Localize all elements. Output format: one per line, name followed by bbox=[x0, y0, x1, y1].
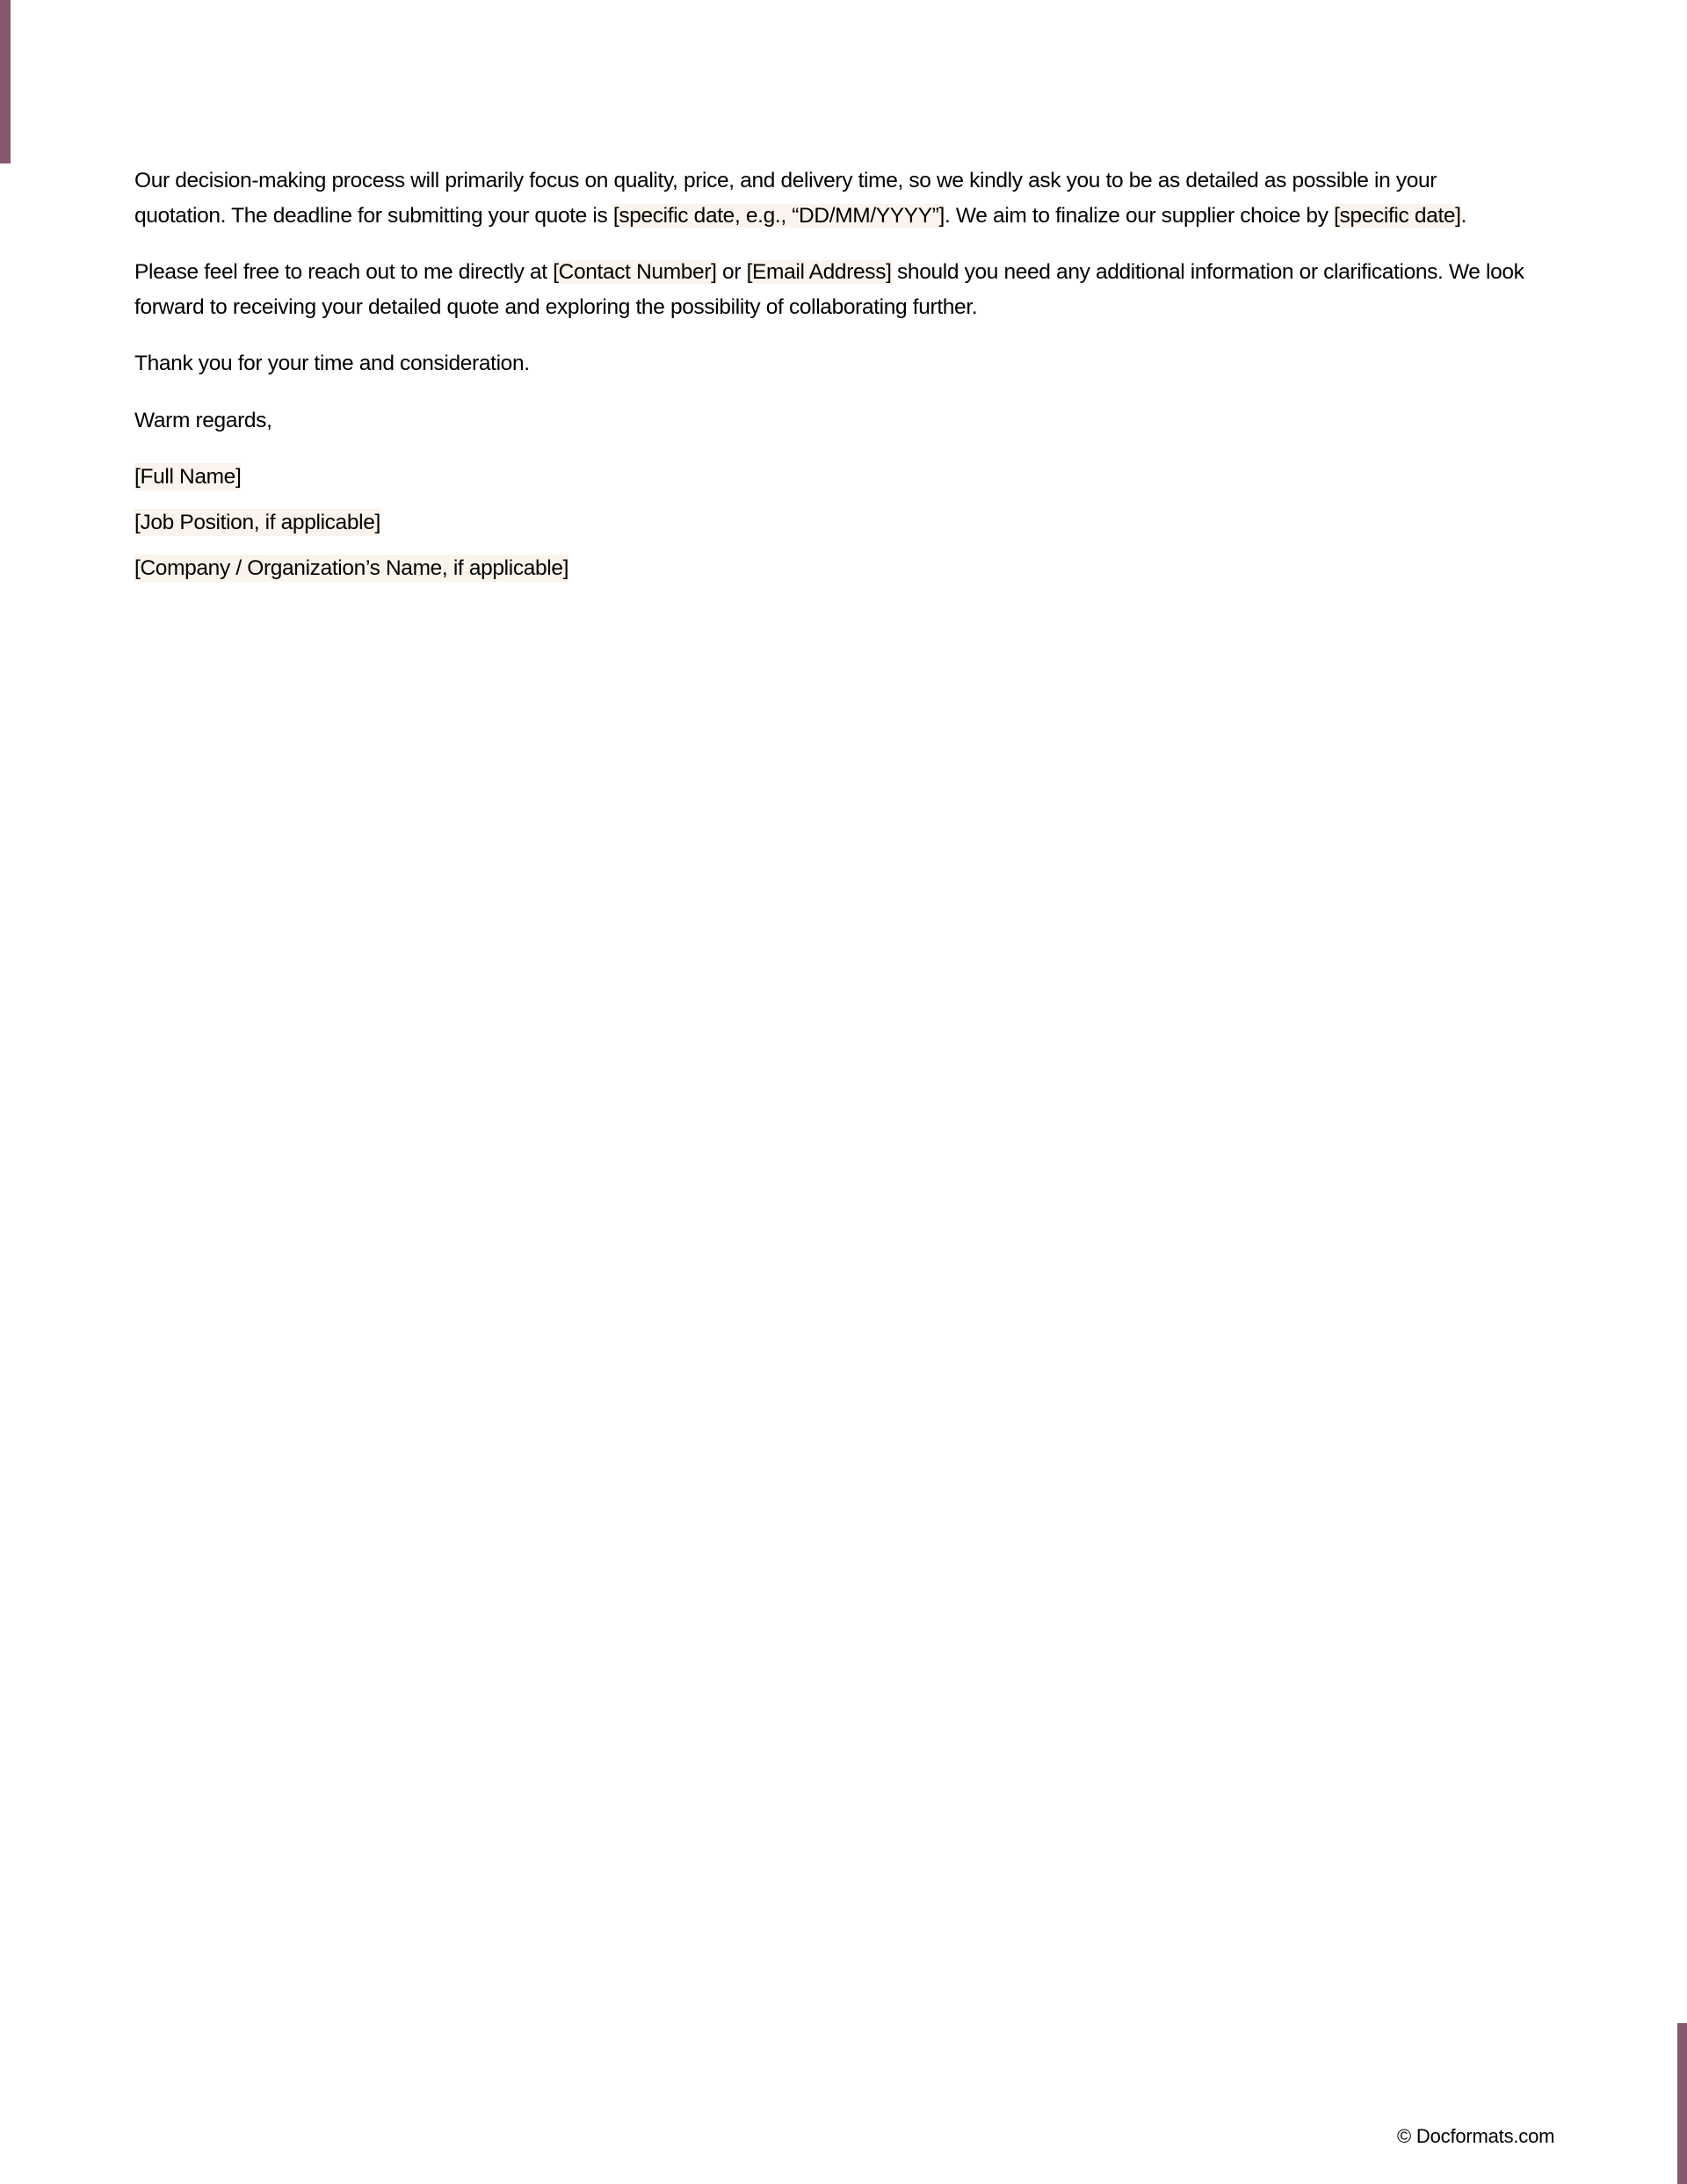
accent-bar-top bbox=[0, 0, 11, 163]
paragraph-decision-criteria bbox=[134, 163, 1531, 233]
letter-body bbox=[134, 163, 1531, 597]
placeholder-full-name: [Full Name] bbox=[134, 465, 242, 489]
signature-block bbox=[134, 460, 1531, 586]
signature-full-name bbox=[134, 460, 1531, 495]
paragraph-text: Please feel free to reach out to me directly at bbox=[134, 260, 554, 284]
paragraph-text: . bbox=[1460, 203, 1467, 228]
signature-organization bbox=[134, 551, 1531, 586]
placeholder-job-position: [Job Position, if applicable] bbox=[134, 511, 380, 534]
placeholder-deadline-date: [specific date, e.g., “DD/MM/YYYY”] bbox=[612, 203, 945, 228]
paragraph-text: . We aim to finalize our supplier choice by bbox=[945, 203, 1335, 228]
closing-line: Warm regards, bbox=[134, 408, 272, 432]
footer-copyright: © Docformats.com bbox=[1397, 2125, 1555, 2147]
placeholder-organization: [Company / Organization’s Name, if applicable] bbox=[134, 556, 569, 580]
thank-you-line: Thank you for your time and consideration. bbox=[134, 352, 530, 375]
paragraph-text: Our decision-making process will primarily focus on quality, price, and delivery time, so we kindly ask you to be as detailed as possible in your quotation. The deadline for submitting your quote is bbox=[134, 169, 1437, 228]
paragraph-text: or bbox=[716, 260, 747, 284]
placeholder-final-date: [specific date] bbox=[1334, 203, 1461, 228]
accent-bar-bottom bbox=[1677, 2023, 1687, 2184]
paragraph-text: should you need any additional information or clarifications. We look forward to receiving your detailed quote and exploring the possibility of collaborating further. bbox=[134, 260, 1524, 319]
placeholder-contact-number: [Contact Number] bbox=[553, 260, 717, 284]
placeholder-email-address: [Email Address] bbox=[746, 260, 892, 284]
signature-job-position bbox=[134, 505, 1531, 541]
paragraph-contact bbox=[134, 255, 1531, 324]
